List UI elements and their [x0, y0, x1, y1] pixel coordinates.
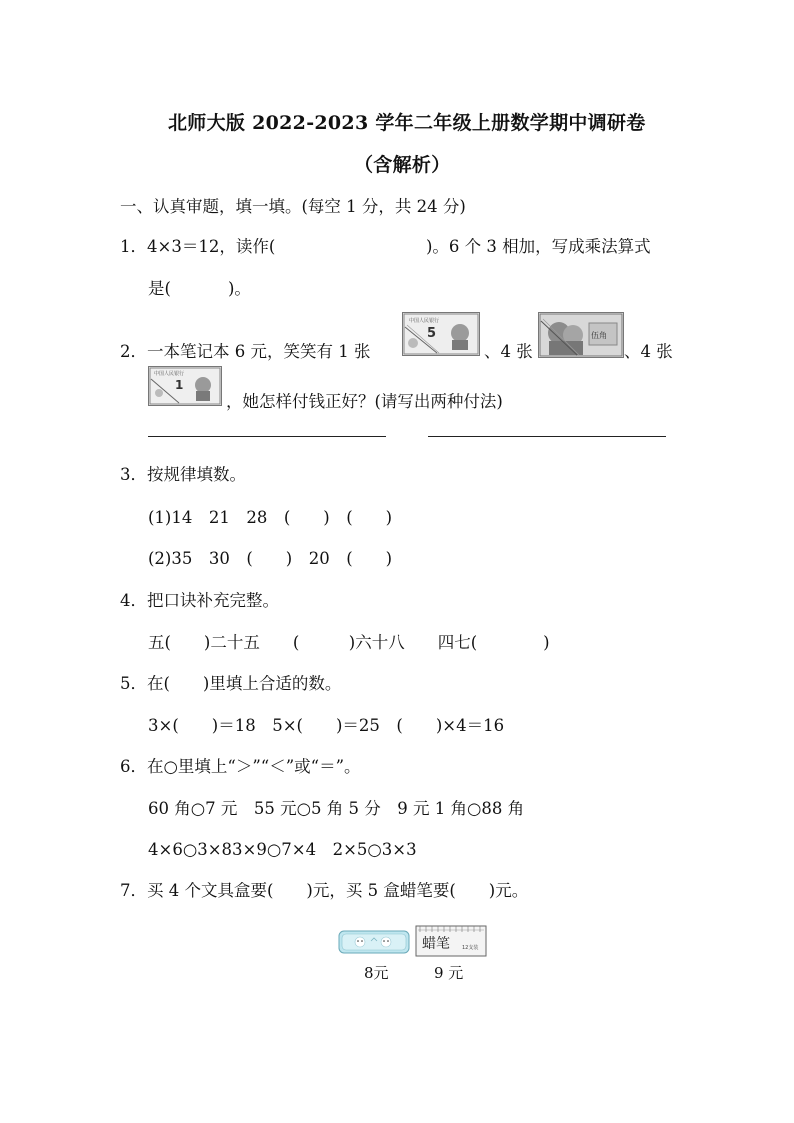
pencil-box-icon — [338, 928, 410, 956]
crayon-box-price: 9 元 — [434, 964, 464, 982]
q4-items: 五( )二十五 ( )六十八 四七( ) — [148, 633, 550, 652]
pencil-box-image — [338, 928, 410, 956]
note-bank-label: 中国人民银行 — [409, 318, 440, 324]
five-yuan-note-icon — [403, 313, 479, 355]
q5-items: 3×( )＝18 5×( )＝25 ( )×4＝16 — [148, 716, 505, 735]
crayon-box-image — [412, 924, 488, 958]
q5-stem: 5．在( )里填上合适的数。 — [120, 674, 342, 693]
q1-text-b: )。6 个 3 相加，写成乘法算式 — [426, 237, 651, 256]
q2-text-d: ，她怎样付钱正好？(请写出两种付法) — [226, 392, 503, 411]
q1-text-c: 是( — [148, 279, 171, 298]
one-yuan-note-image — [148, 366, 222, 406]
page-title: 北师大版 2022-2023 学年二年级上册数学期中调研卷 — [168, 112, 646, 134]
q7-stem: 7．买 4 个文具盒要( )元，买 5 盒蜡笔要( )元。 — [120, 881, 529, 900]
crayon-box-icon — [412, 924, 488, 958]
pencil-box-price: 8元 — [364, 964, 389, 982]
answer-line-2[interactable] — [428, 436, 666, 437]
section-heading: 一、认真审题，填一填。(每空 1 分，共 24 分) — [120, 197, 466, 216]
q6-stem: 6．在○里填上“＞”“＜”或“＝”。 — [120, 757, 361, 776]
five-jiao-note-icon — [539, 313, 623, 357]
page-subtitle: （含解析） — [354, 154, 451, 176]
crayon-box-small-label: 12支装 — [462, 945, 479, 951]
q2-text-a: 2．一本笔记本 6 元，笑笑有 1 张 — [120, 342, 371, 361]
q3-sub2: (2)35 30 ( ) 20 ( ) — [148, 549, 393, 568]
q6-row1: 60 角○7 元 55 元○5 角 5 分 9 元 1 角○88 角 — [148, 799, 525, 818]
note-bank-label-2: 中国人民银行 — [154, 371, 185, 377]
q3-sub1: (1)14 21 28 ( ) ( ) — [148, 508, 393, 527]
one-yuan-note-icon — [149, 367, 221, 405]
note-jiao-label: 伍角 — [591, 331, 607, 340]
note-denomination-2: 1 — [175, 378, 184, 392]
q6-row2: 4×6○3×83×9○7×4 2×5○3×3 — [148, 840, 417, 859]
five-yuan-note-image — [402, 312, 480, 356]
note-denomination: 5 — [427, 326, 437, 341]
q1-text-a: 1．4×3＝12，读作( — [120, 237, 276, 256]
five-jiao-note-image — [538, 312, 624, 358]
q2-text-c: 、4 张 — [624, 342, 673, 361]
q1-text-d: )。 — [228, 279, 251, 298]
q2-text-b: 、4 张 — [484, 342, 533, 361]
answer-line-1[interactable] — [148, 436, 386, 437]
q4-stem: 4．把口诀补充完整。 — [120, 591, 279, 610]
crayon-box-label: 蜡笔 — [422, 936, 450, 952]
q3-stem: 3．按规律填数。 — [120, 465, 246, 484]
